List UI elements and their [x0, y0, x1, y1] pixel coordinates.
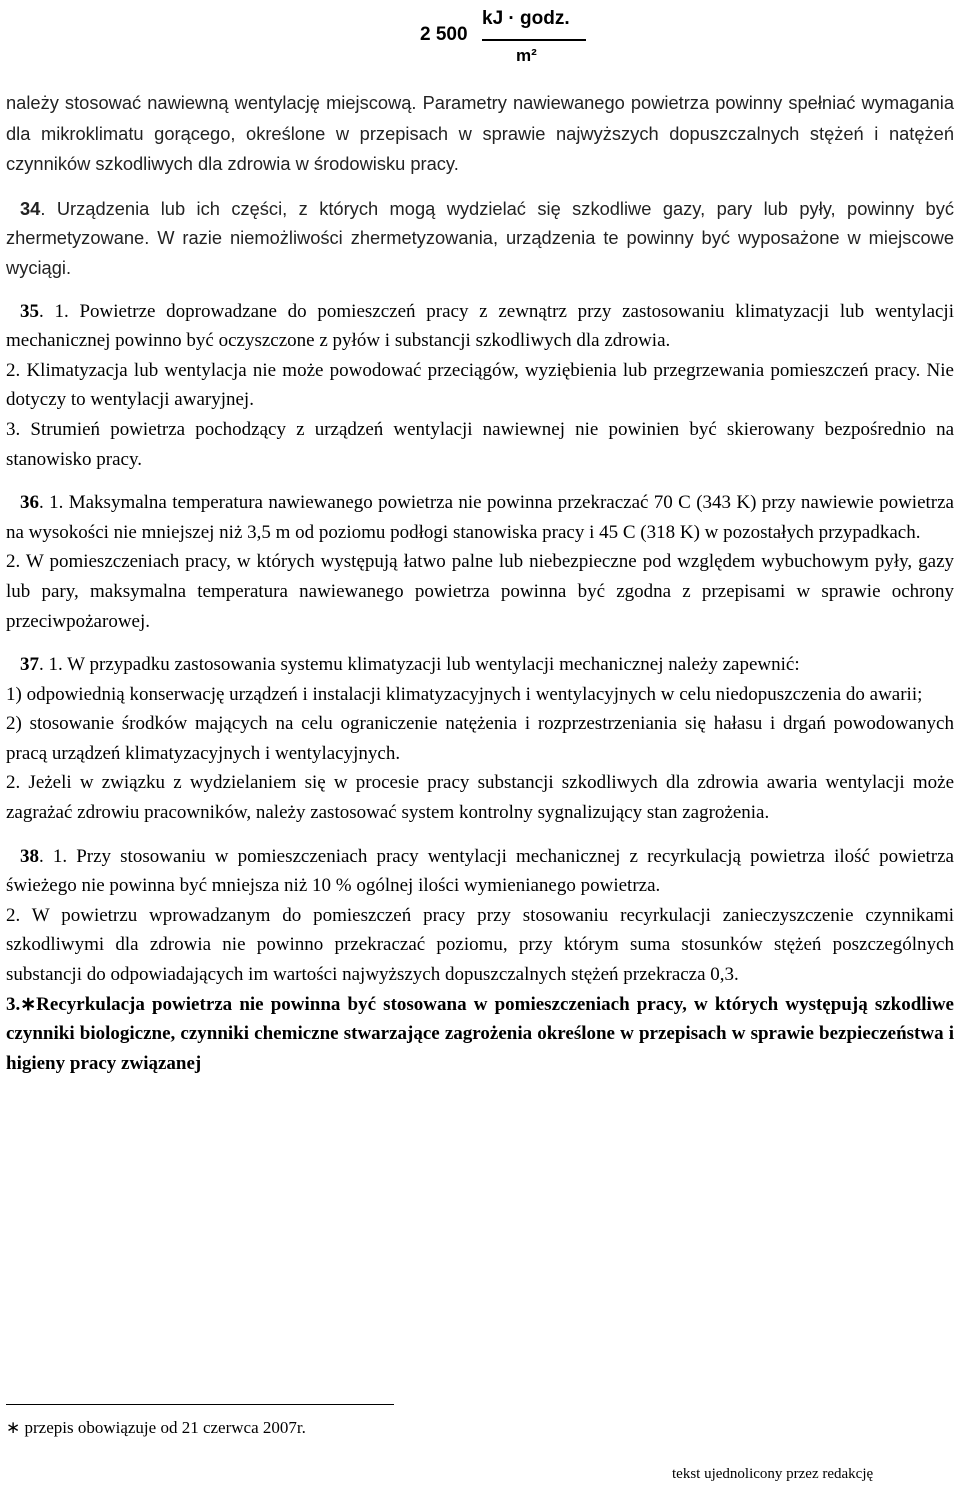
section-37-number: 37 [20, 654, 39, 676]
section-35-2: 2. Klimatyzacja lub wentylacja nie może powodować przeciągów, wyziębienia lub przegrzewania pomieszczeń pracy. Nie dotyczy to wentylacji awaryjnej. [6, 359, 954, 411]
footnote-separator [6, 1404, 394, 1405]
document-body [6, 88, 954, 1078]
section-35-number: 35 [20, 300, 39, 322]
section-36-1 [6, 488, 954, 547]
section-38-2: 2. W powietrzu wprowadzanym do pomieszczeń pracy przy stosowaniu recyrkulacji zanieczyszczenie czynnikami szkodliwymi dla zdrowia nie powinno przekraczać poziomu, przy którym suma stosunków stężeń poszczególnych substancji do odpowiadających im wartości najwyższych dopuszczalnych stężeń przekracza 0,3. [6, 904, 954, 986]
section-37-1-point-2: 2) stosowanie środków mających na celu ograniczenie natężenia i rozprzestrzeniania się hałasu i drgań powodowanych pracą urządzeń klimatyzacyjnych i wentylacyjnych. [6, 713, 954, 764]
section-36-2: 2. W pomieszczeniach pracy, w których występują łatwo palne lub niebezpieczne pod względem wybuchowym pyły, gazy lub pary, maksymalna temperatura nawiewanego powietrza powinna być zgodna z przepisami w sprawie ochrony przeciwpożarowej. [6, 551, 954, 632]
section-37-2: 2. Jeżeli w związku z wydzielaniem się w procesie pracy substancji szkodliwych dla zdrowia awaria wentylacji może zagrażać zdrowiu pracowników, należy zastosować system kontrolny sygnalizujący stan zagrożenia. [6, 772, 954, 824]
section-34 [6, 194, 954, 283]
section-38-3: 3.∗Recyrkulacja powietrza nie powinna być stosowana w pomieszczeniach pracy, w których występują szkodliwe czynniki biologiczne, czynniki chemiczne stwarzające zagrożenia określone w przepisach w sprawie bezpieczeństwa i higieny pracy związanej [6, 993, 954, 1074]
section-35-1-text: . 1. Powietrze doprowadzane do pomieszczeń pracy z zewnątrz przy zastosowaniu klimatyzacji lub wentylacji mechanicznej powinno być oczyszczone z pyłów i substancji szkodliwych dla zdrowia. [6, 300, 954, 352]
section-38-1-text: . 1. Przy stosowaniu w pomieszczeniach pracy wentylacji mechanicznej z recyrkulacją powietrza ilość powietrza świeżego nie powinna być mniejsza niż 10 % ogólnej ilości wymienianego powietrza. [6, 845, 954, 897]
section-38-number: 38 [20, 845, 39, 867]
footnote: ∗ przepis obowiązuje od 21 czerwca 2007r. [6, 1418, 306, 1437]
intro-paragraph [6, 88, 954, 180]
section-37-1-point-1: 1) odpowiednią konserwację urządzeń i instalacji klimatyzacyjnych i wentylacyjnych w celu niedopuszczenia do awarii; [6, 683, 923, 705]
formula-numerator: kJ · godz. [482, 8, 570, 29]
formula-value: 2 500 [420, 24, 468, 45]
section-38-1 [6, 842, 954, 901]
section-37-1-text: . 1. W przypadku zastosowania systemu klimatyzacji lub wentylacji mechanicznej należy zapewnić: [39, 654, 800, 676]
formula-denominator: m² [516, 46, 537, 65]
section-35-1 [6, 297, 954, 356]
intro-text-sans: należy stosować nawiewną wentylację miejscową. [6, 92, 423, 113]
section-37-1 [6, 650, 954, 680]
intro-text-sans-2: Parametry nawiewanego powietrza powinny spełniać wymagania dla mikroklimatu gorącego, określone w przepisach w sprawie najwyższych dopuszczalnych stężeń i natężeń czynników szkodliwych dla zdrowia w środowisku pracy. [6, 92, 955, 175]
section-35-3: 3. Strumień powietrza pochodzący z urządzeń wentylacji nawiewnej nie powinien być skierowany bezpośrednio na stanowisko pracy. [6, 418, 954, 470]
section-34-text: . Urządzenia lub ich części, z których mogą wydzielać się szkodliwe gazy, pary lub pyły, powinny być zhermetyzowane. W razie niemożliwości zhermetyzowania, urządzenia te powinny być wyposażone w miejscowe wyciągi. [6, 197, 954, 278]
fraction-bar [482, 39, 586, 41]
section-34-number: 34 [20, 197, 41, 219]
section-36-number: 36 [20, 492, 39, 514]
formula-header [418, 6, 598, 68]
editorial-note: tekst ujednolicony przez redakcję [672, 1466, 874, 1482]
section-36-1-text: . 1. Maksymalna temperatura nawiewanego powietrza nie powinna przekraczać 70 C (343 K) przy nawiewie powietrza na wysokości nie mniejszej niż 3,5 m od poziomu podłogi stanowiska pracy i 45 C (318 K) w pozostałych przypadkach. [6, 492, 954, 543]
